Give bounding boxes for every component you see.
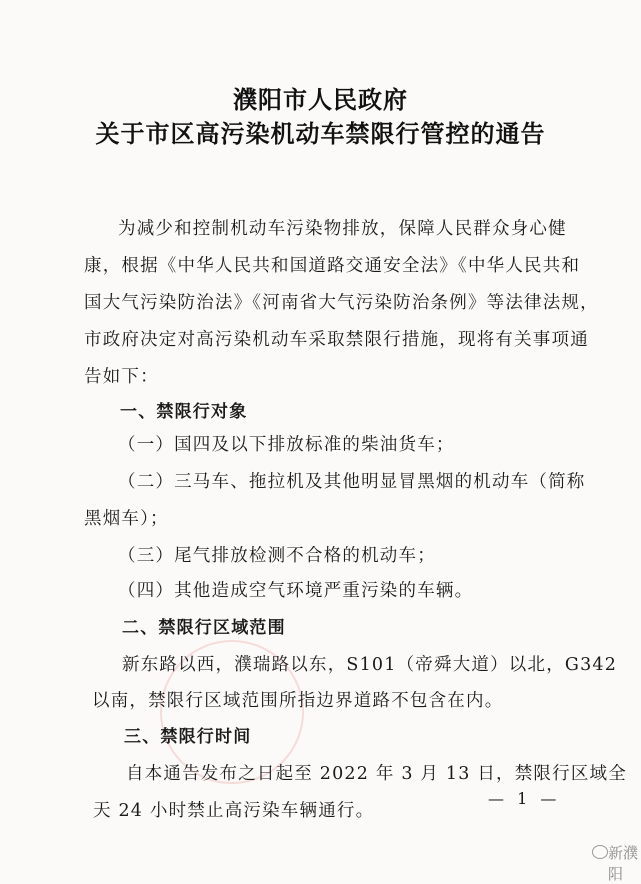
title-subject: 关于市区高污染机动车禁限行管控的通告 — [95, 119, 546, 148]
intro-line: 康，根据《中华人民共和国道路交通安全法》《中华人民共和 — [84, 256, 581, 276]
intro-line: 国大气污染防治法》《河南省大气污染防治条例》等法律法规， — [84, 293, 599, 313]
section3-line: 自本通告发布之日起至 2022 年 3 月 13 日，禁限行区域全 — [126, 764, 627, 784]
section1-line: （三）尾气排放检测不合格的机动车； — [118, 546, 436, 566]
intro-line: 告如下： — [84, 367, 159, 387]
section1-line: 黑烟车）； — [84, 509, 169, 529]
intro-line: 市政府决定对高污染机动车采取禁限行措施，现将有关事项通 — [84, 330, 589, 350]
section1-heading: 一、禁限行对象 — [120, 402, 248, 422]
intro-line: 为减少和控制机动车污染物排放，保障人民群众身心健 — [118, 219, 567, 239]
section2-line: 以南，禁限行区域范围所指边界道路不包含在内。 — [92, 691, 504, 711]
page-number: — 1 — — [488, 789, 561, 808]
section1-line: （一）国四及以下排放标准的柴油货车； — [118, 435, 455, 455]
wechat-icon — [592, 845, 608, 859]
section2-line: 新东路以西，濮瑞路以东，S101（帝舜大道）以北，G342 — [122, 655, 618, 675]
section1-line: （四）其他造成空气环境严重污染的车辆。 — [118, 581, 474, 601]
section3-heading: 三、禁限行时间 — [124, 727, 252, 747]
section3-line: 天 24 小时禁止高污染车辆通行。 — [93, 801, 375, 821]
section2-heading: 二、禁限行区域范围 — [122, 618, 286, 638]
title-issuer: 濮阳市人民政府 — [233, 85, 408, 114]
section1-line: （二）三马车、拖拉机及其他明显冒黑烟的机动车（简称 — [118, 472, 586, 492]
watermark-label: 新濮阳 — [608, 844, 639, 883]
